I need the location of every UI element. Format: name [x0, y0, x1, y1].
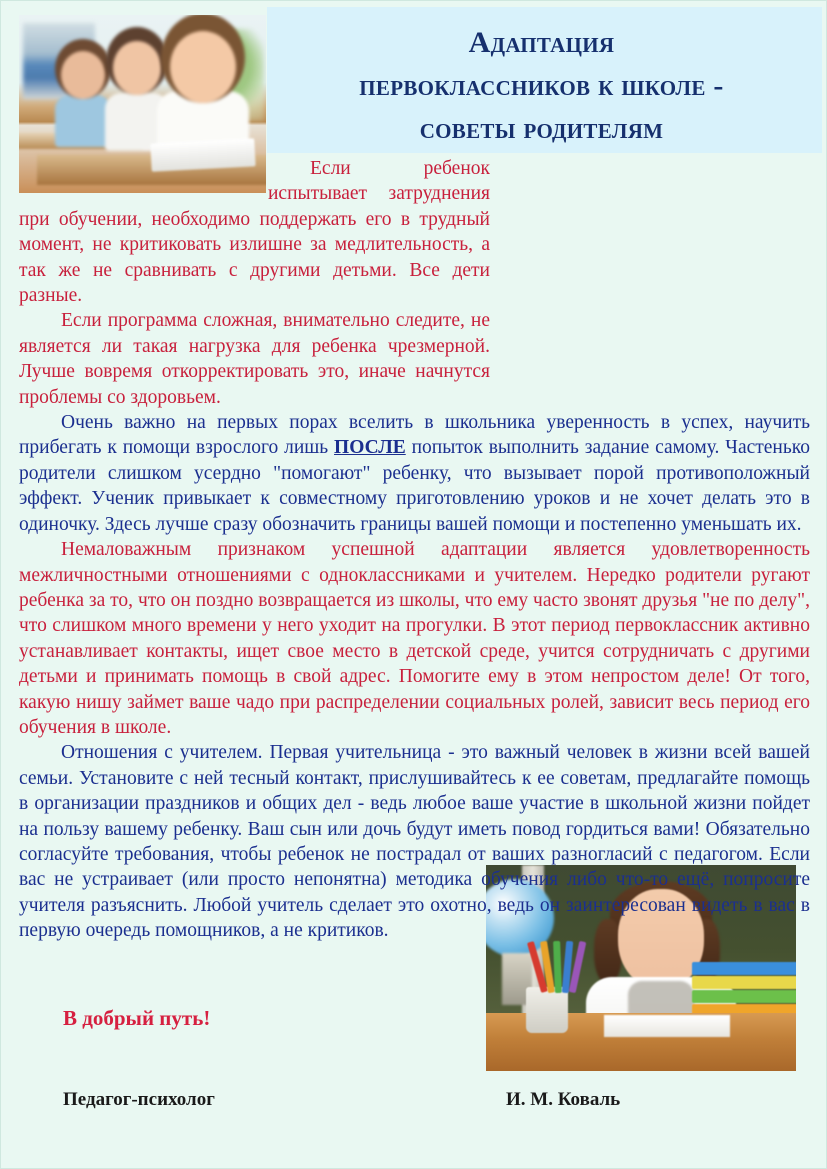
classroom-photo-text-wrap: [19, 156, 268, 193]
title-line-3: советы родителям: [419, 112, 664, 145]
paragraph-5: Отношения с учителем. Первая учительница - это важный человек в жизни всей вашей семьи. Установите с ней тесный контакт, прислушивайтесь к ее советам, предлагайте помощь в организации праздников и общих дел - ведь любое ваше участие в школьной жизни пойдет на пользу вашему ребенку. Ваш сын или дочь будут иметь повод гордиться вами! Обязательно согласуйте требования, чтобы ребенок не пострадал от ваших разногласий с педагогом. Если вас не устраивает (или просто непонятна) методика обучения либо что-то ещё, попросите учителя разъяснить. Любой учитель сделает это охотно, ведь он заинтересован видеть в вас в первую очередь помощников, а не критиков.: [19, 742, 810, 942]
title-band: [267, 7, 822, 153]
paragraph-4: Немаловажным признаком успешной адаптации является удовлетворенность межличностными отношениями с одноклассниками и учителем. Нередко родители ругают ребенка за то, что он поздно возвращается из школы, что ему часто звонят друзья "не по делу", что слишком много времени у него уходит на прогулки. В этот период первоклассник активно устанавливает контакты, ищет свое место в детской среде, учится сотрудничать с другими детьми и принимать помощь в свой адрес. Помогите ему в этом непростом деле! От того, какую нишу займет ваше чадо при распределении социальных ролей, зависит весь период его обучения в школе.: [19, 539, 810, 738]
closing-wish: В добрый путь!: [63, 1006, 211, 1030]
article-body: [19, 156, 810, 944]
page-title: [267, 21, 816, 150]
girl-open-book: [604, 1015, 730, 1037]
title-line-2: первоклассников к школе -: [359, 69, 724, 102]
paragraph-1: Если ребенок испытывает затруднения при обучении, необходимо поддержать его в трудный момент, не критиковать излишне за медлительность, а так же не сравнивать с другими детьми. Все дети разные.: [19, 158, 490, 307]
signature-role: Педагог-психолог: [63, 1089, 215, 1110]
paragraph-3: [19, 410, 810, 537]
child-back-torso: [55, 95, 111, 147]
girl-photo-text-wrap: [490, 156, 810, 376]
child-back-head: [61, 51, 105, 99]
paragraph-3-emphasis: ПОСЛЕ: [334, 437, 406, 459]
signature-name: И. М. Коваль: [506, 1089, 621, 1110]
child-front-head: [170, 31, 236, 103]
pencil-cup: [526, 987, 568, 1033]
classroom-child-back: [55, 51, 111, 147]
paragraph-3-before: Очень важно на первых порах вселить в школьника уверенность в успех, научить прибегать к помощи взрослого лишь: [19, 412, 810, 459]
paragraph-3-after: попыток выполнить задание самому. Частенько родители слишком усердно "помогают" ребенку, что вызывает порой противоположный эффект. Ученик привыкает к совместному приготовлению уроков и не хочет делать это в одиночку. Здесь лучше сразу обозначить границы вашей помощи и постепенно уменьшать их.: [19, 437, 810, 535]
child-middle-head: [113, 41, 161, 95]
title-line-1: Адаптация: [468, 26, 615, 59]
paragraph-2: Если программа сложная, внимательно следите, не является ли такая нагрузка для ребенка чрезмерной. Лучше вовремя откорректировать это, иначе начнутся проблемы со здоровьем.: [19, 310, 490, 408]
